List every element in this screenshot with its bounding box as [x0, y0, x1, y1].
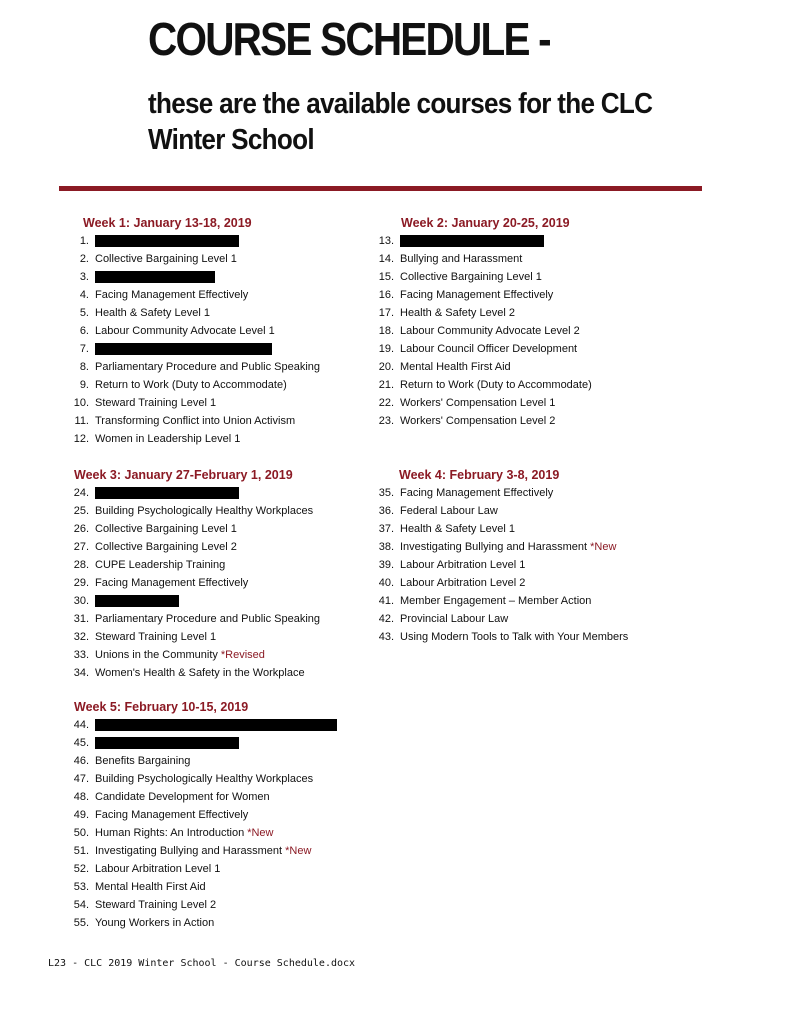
course-name: Candidate Development for Women — [95, 791, 270, 803]
course-name: Provincial Labour Law — [400, 613, 509, 625]
course-list-item — [72, 770, 337, 788]
course-list-item — [72, 592, 320, 610]
course-list-item — [72, 520, 320, 538]
course-number: 2. — [79, 253, 89, 265]
divider-rule — [59, 186, 702, 191]
course-status-note: *New — [247, 827, 274, 839]
redacted-course-name: BCGEU Organizing Academy — [400, 235, 544, 247]
course-name: Investigating Bullying and Harassment — [400, 541, 588, 553]
redacted-course-name: BCGEU Organizing Academy — [95, 737, 239, 749]
week-heading: Week 2: January 20-25, 2019 — [401, 216, 570, 230]
course-number: 36. — [378, 505, 394, 517]
course-name: Collective Bargaining Level 1 — [95, 523, 237, 535]
course-name: Benefits Bargaining — [95, 755, 191, 767]
course-list-item — [72, 358, 320, 376]
course-list-item — [72, 502, 320, 520]
course-name: Investigating Bullying and Harassment — [95, 845, 283, 857]
course-status-note: *New — [285, 845, 312, 857]
course-name: Facing Management Effectively — [95, 809, 249, 821]
redacted-course-name: BCGEU Organizing Academy — [95, 235, 239, 247]
course-list-item — [72, 412, 320, 430]
page-subtitle: these are the available courses for the CLC Winter School — [148, 88, 653, 156]
course-number: 43. — [378, 631, 394, 643]
course-list-item — [72, 430, 320, 448]
course-list-item — [72, 322, 320, 340]
course-number: 1. — [79, 235, 89, 247]
course-name: Facing Management Effectively — [95, 577, 249, 589]
course-name: Collective Bargaining Level 1 — [95, 253, 237, 265]
course-list-item — [374, 250, 592, 268]
course-number: 54. — [73, 899, 89, 911]
course-number: 5. — [79, 307, 89, 319]
course-name: Labour Community Advocate Level 2 — [400, 325, 580, 337]
course-number: 46. — [73, 755, 89, 767]
course-number: 32. — [73, 631, 89, 643]
course-number: 49. — [73, 809, 89, 821]
course-list-item — [374, 340, 592, 358]
course-list-item — [374, 520, 628, 538]
course-name: CUPE Leadership Training — [95, 559, 226, 571]
page-title: COURSE SCHEDULE - — [148, 13, 550, 65]
course-list — [374, 484, 628, 646]
course-list-item — [374, 610, 628, 628]
redacted-course-name: BCGEU Organizing Academy — [95, 487, 239, 499]
course-number: 42. — [378, 613, 394, 625]
course-number: 35. — [378, 487, 394, 499]
redacted-course-name: ILWU Leadership — [95, 595, 180, 607]
course-list-item — [72, 574, 320, 592]
course-list-item — [72, 788, 337, 806]
course-number: 10. — [73, 397, 89, 409]
course-list-item — [72, 734, 337, 752]
course-name: Collective Bargaining Level 1 — [400, 271, 542, 283]
course-number: 6. — [79, 325, 89, 337]
course-name: Parliamentary Procedure and Public Speaking — [95, 361, 321, 373]
course-list-item — [72, 664, 320, 682]
course-name: Mental Health First Aid — [95, 881, 206, 893]
course-list-item — [374, 286, 592, 304]
course-number: 22. — [378, 397, 394, 409]
course-name: Facing Management Effectively — [95, 289, 249, 301]
course-number: 9. — [79, 379, 89, 391]
course-number: 3. — [79, 271, 89, 283]
course-number: 24. — [73, 487, 89, 499]
course-name: Transforming Conflict into Union Activism — [95, 415, 296, 427]
course-name: Facing Management Effectively — [400, 289, 554, 301]
course-name: Steward Training Level 1 — [95, 397, 217, 409]
course-number: 27. — [73, 541, 89, 553]
course-list-item — [374, 592, 628, 610]
course-name: Facing Management Effectively — [400, 487, 554, 499]
course-name: Labour Arbitration Level 2 — [400, 577, 526, 589]
course-name: Young Workers in Action — [95, 917, 215, 929]
course-number: 48. — [73, 791, 89, 803]
course-number: 38. — [378, 541, 394, 553]
course-number: 34. — [73, 667, 89, 679]
course-list-item — [374, 304, 592, 322]
course-number: 45. — [73, 737, 89, 749]
course-number: 25. — [73, 505, 89, 517]
week-5-section — [72, 698, 337, 932]
course-name: Women's Health & Safety in the Workplace — [95, 667, 305, 679]
week-heading: Week 1: January 13-18, 2019 — [83, 216, 252, 230]
course-number: 47. — [73, 773, 89, 785]
course-list-item — [72, 716, 337, 734]
course-number: 7. — [79, 343, 89, 355]
course-name: Member Engagement – Member Action — [400, 595, 592, 607]
course-name: Collective Bargaining Level 2 — [95, 541, 237, 553]
course-number: 37. — [378, 523, 394, 535]
course-number: 33. — [73, 649, 89, 661]
course-name: Using Modern Tools to Talk with Your Members — [400, 631, 629, 643]
course-name: Return to Work (Duty to Accommodate) — [95, 379, 287, 391]
week-3-section — [72, 466, 320, 682]
course-name: Building Psychologically Healthy Workplaces — [95, 505, 314, 517]
course-number: 26. — [73, 523, 89, 535]
course-name: Steward Training Level 1 — [95, 631, 217, 643]
course-number: 28. — [73, 559, 89, 571]
course-number: 21. — [378, 379, 394, 391]
course-list-item — [374, 574, 628, 592]
document-footer: L23 - CLC 2019 Winter School - Course Schedule.docx — [48, 958, 356, 969]
course-number: 51. — [73, 845, 89, 857]
course-number: 19. — [378, 343, 394, 355]
course-name: Health & Safety Level 1 — [400, 523, 515, 535]
course-number: 13. — [378, 235, 394, 247]
course-number: 41. — [378, 595, 394, 607]
course-number: 53. — [73, 881, 89, 893]
course-number: 15. — [378, 271, 394, 283]
course-list-item — [374, 232, 592, 250]
course-list-item — [374, 376, 592, 394]
redacted-course-name: BCFED Organizing Institute: Basics of Organizing — [95, 719, 338, 731]
course-list-item — [374, 538, 628, 556]
course-status-note: *Revised — [220, 649, 265, 661]
course-list-item — [72, 824, 337, 842]
course-name: Labour Arbitration Level 1 — [95, 863, 221, 875]
course-name: Unions in the Community — [95, 649, 218, 661]
course-list — [72, 716, 337, 932]
course-number: 17. — [378, 307, 394, 319]
course-list-item — [374, 484, 628, 502]
course-list-item — [72, 250, 320, 268]
course-name: Human Rights: An Introduction — [95, 827, 245, 839]
course-list — [72, 484, 320, 682]
course-list-item — [72, 484, 320, 502]
course-list-item — [72, 878, 337, 896]
course-list-item — [374, 628, 628, 646]
course-list-item — [72, 752, 337, 770]
course-list-item — [72, 806, 337, 824]
course-number: 30. — [73, 595, 89, 607]
course-list-item — [374, 556, 628, 574]
redacted-course-name: MoveUP Strategic Planning Session — [95, 343, 272, 355]
course-name: Steward Training Level 2 — [95, 899, 217, 911]
course-number: 52. — [73, 863, 89, 875]
course-number: 14. — [378, 253, 394, 265]
course-number: 18. — [378, 325, 394, 337]
course-number: 29. — [73, 577, 89, 589]
course-name: Return to Work (Duty to Accommodate) — [400, 379, 592, 391]
course-number: 40. — [378, 577, 394, 589]
course-name: Workers' Compensation Level 2 — [400, 415, 556, 427]
course-number: 16. — [378, 289, 394, 301]
course-list-item — [72, 268, 320, 286]
course-name: Building Psychologically Healthy Workplaces — [95, 773, 314, 785]
course-number: 55. — [73, 917, 89, 929]
course-number: 11. — [74, 415, 89, 427]
course-list-item — [72, 610, 320, 628]
course-status-note: *New — [590, 541, 617, 553]
week-heading: Week 3: January 27-February 1, 2019 — [74, 468, 293, 482]
course-name: Labour Arbitration Level 1 — [400, 559, 526, 571]
course-number: 4. — [79, 289, 89, 301]
course-list-item — [72, 376, 320, 394]
course-list — [374, 232, 592, 430]
course-name: Bullying and Harassment — [400, 253, 523, 265]
course-list-item — [374, 268, 592, 286]
course-list-item — [72, 304, 320, 322]
course-number: 23. — [378, 415, 394, 427]
course-name: Federal Labour Law — [400, 505, 498, 517]
course-list-item — [374, 502, 628, 520]
course-list-item — [374, 358, 592, 376]
course-number: 50. — [73, 827, 89, 839]
course-name: Mental Health First Aid — [400, 361, 511, 373]
course-number: 12. — [73, 433, 89, 445]
course-list-item — [72, 860, 337, 878]
course-list-item — [72, 394, 320, 412]
course-number: 39. — [378, 559, 394, 571]
course-list — [72, 232, 320, 448]
course-list-item — [72, 842, 337, 860]
course-list-item — [72, 914, 337, 932]
course-name: Parliamentary Procedure and Public Speaking — [95, 613, 321, 625]
course-list-item — [374, 412, 592, 430]
course-number: 31. — [73, 613, 89, 625]
redacted-course-name: CUPW Leadership Skills — [95, 271, 215, 283]
course-name: Workers' Compensation Level 1 — [400, 397, 556, 409]
course-number: 44. — [73, 719, 89, 731]
course-name: Labour Community Advocate Level 1 — [95, 325, 275, 337]
course-list-item — [72, 628, 320, 646]
week-2-section — [374, 214, 592, 430]
week-4-section — [374, 466, 628, 646]
week-heading: Week 4: February 3-8, 2019 — [399, 468, 560, 482]
week-1-section — [72, 214, 320, 448]
course-name: Health & Safety Level 2 — [400, 307, 515, 319]
course-name: Women in Leadership Level 1 — [95, 433, 241, 445]
course-name: Health & Safety Level 1 — [95, 307, 210, 319]
course-list-item — [72, 232, 320, 250]
course-number: 20. — [378, 361, 394, 373]
course-list-item — [72, 286, 320, 304]
course-list-item — [72, 646, 320, 664]
course-number: 8. — [79, 361, 89, 373]
course-list-item — [374, 322, 592, 340]
course-list-item — [72, 896, 337, 914]
course-list-item — [374, 394, 592, 412]
course-list-item — [72, 556, 320, 574]
course-list-item — [72, 340, 320, 358]
course-name: Labour Council Officer Development — [400, 343, 578, 355]
course-list-item — [72, 538, 320, 556]
week-heading: Week 5: February 10-15, 2019 — [74, 700, 249, 714]
